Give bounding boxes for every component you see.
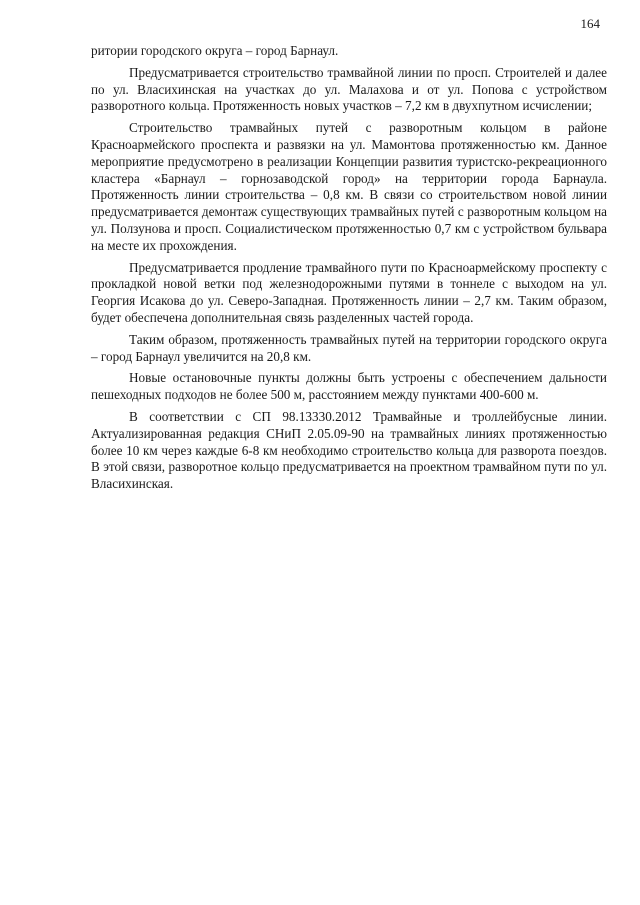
paragraph-stops: Новые остановочные пункты должны быть устроены с обеспечением дальности пешеходных подходов не более 500 м, расстоянием между пунктами 400-600 м. bbox=[91, 370, 607, 403]
paragraph-tunnel-extension: Предусматривается продление трамвайного пути по Красноармейскому проспекту с прокладкой новой ветки под железнодорожными путями в тоннеле с выходом на ул. Георгия Исакова до ул. Северо-Западная. Протяженность линии – 2,7 км. Таким образом, будет обеспечена дополнительная связь разделенных частей города. bbox=[91, 259, 607, 325]
paragraph-regulations: В соответствии с СП 98.13330.2012 Трамвайные и троллейбусные линии. Актуализированная редакция СНиП 2.05.09-90 на трамвайных линиях протяженностью более 10 км через каждые 6-8 км необходимо строительство кольца для разворота поездов. В этой связи, разворотное кольцо предусматривается на проектном трамвайном пути по ул. Власихинская. bbox=[91, 408, 607, 492]
paragraph-vlasikhinskaya-line: Предусматривается строительство трамвайной линии по просп. Строителей и далее по ул. Власихинская на участках до ул. Малахова и от ул. Попова с устройством разворотного кольца. Протяженность новых участков – 7,2 км в двухпутном исчислении; bbox=[91, 64, 607, 114]
paragraph-krasnoarmeysky-ring: Строительство трамвайных путей с разворотным кольцом в районе Красноармейского проспекта и развязки на ул. Мамонтова протяженностью км. Данное мероприятие предусмотрено в реализации Концепции развития туристско-рекреационного кластера «Барнаул – горнозаводской город» на территории города Барнаула. Протяженность линии строительства – 0,8 км. В связи со строительством новой линии предусматривается демонтаж существующих трамвайных путей с разворотным кольцом на ул. Ползунова и просп. Социалистическом протяженностью 0,7 км с устройством бульвара на месте их прохождения. bbox=[91, 120, 607, 253]
page-number: 164 bbox=[580, 16, 600, 31]
body-text bbox=[91, 43, 607, 498]
paragraph-continuation: ритории городского округа – город Барнаул. bbox=[91, 43, 339, 58]
paragraph-total-length: Таким образом, протяженность трамвайных путей на территории городского округа – город Барнаул увеличится на 20,8 км. bbox=[91, 331, 607, 364]
